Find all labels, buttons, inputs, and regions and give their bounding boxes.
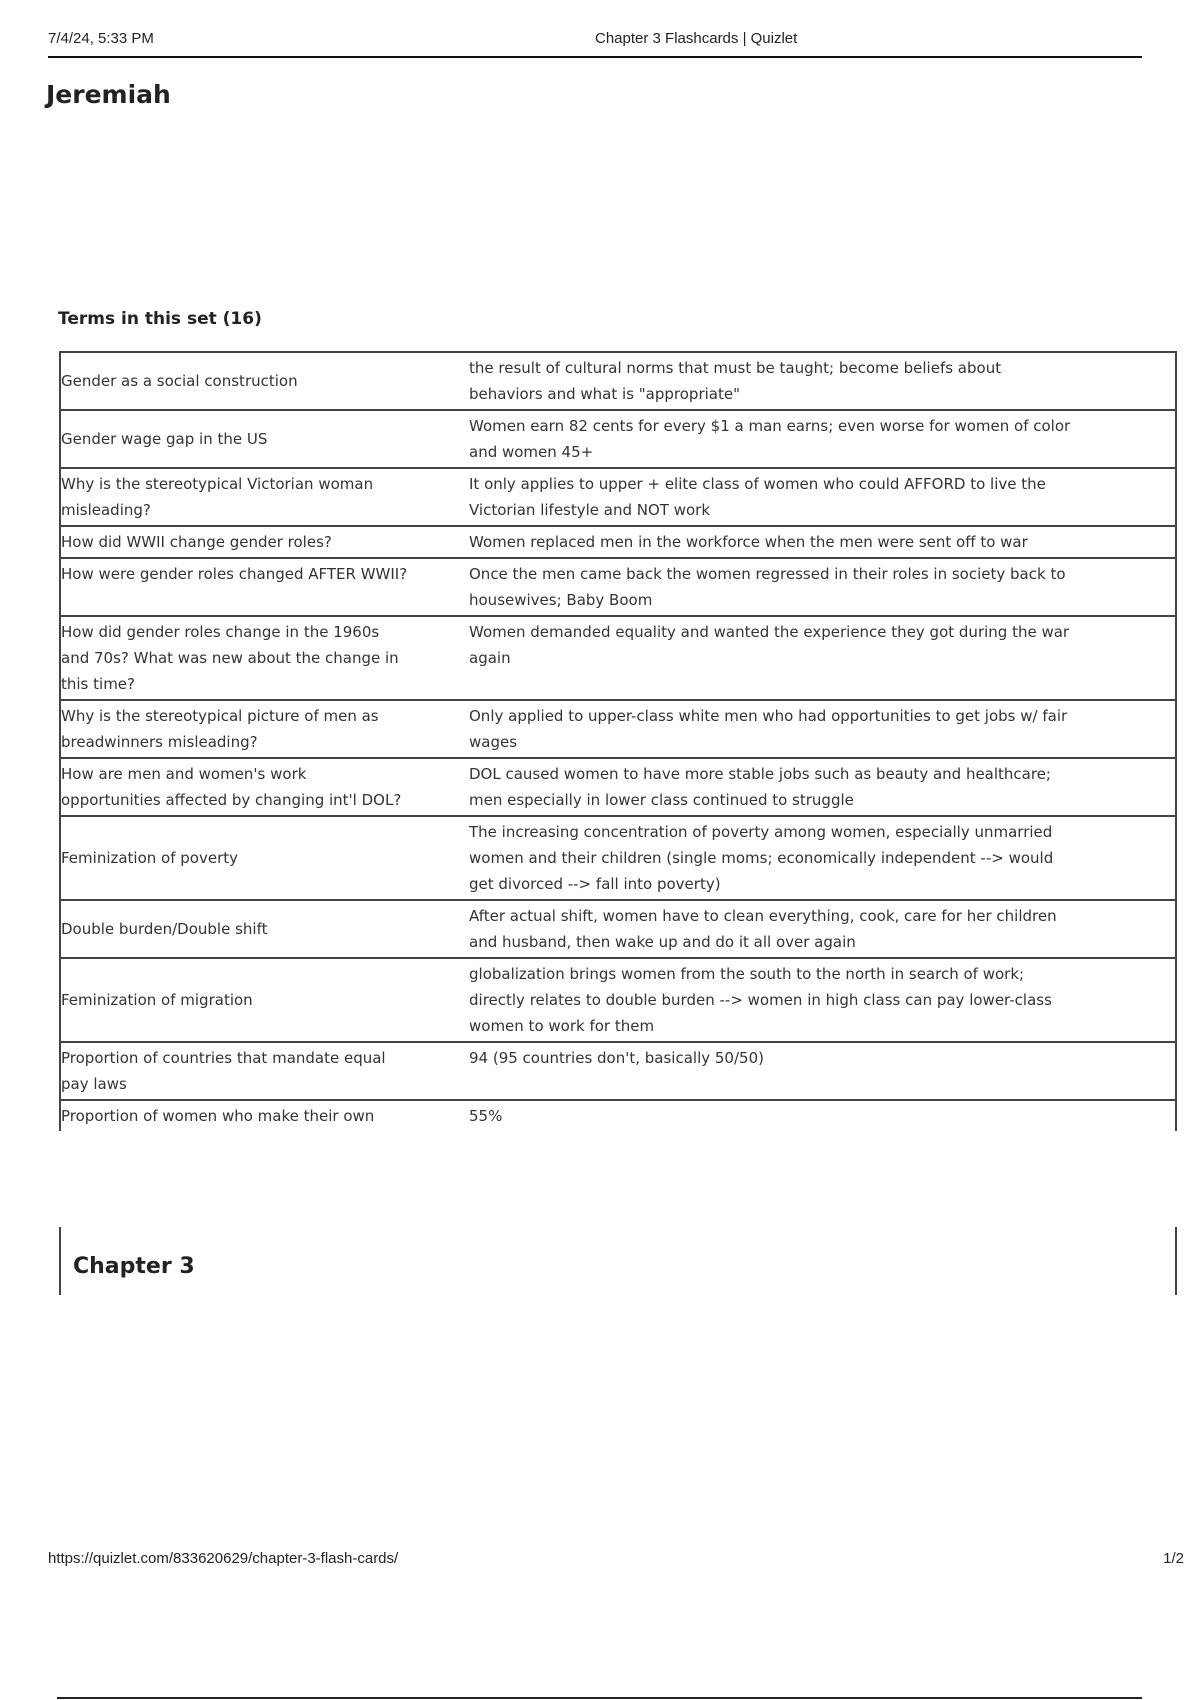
term-row	[60, 1100, 1176, 1131]
definition-cell: the result of cultural norms that must be taught; become beliefs about behaviors and what is "appropriate"	[439, 352, 1176, 410]
term-cell: Gender wage gap in the US	[60, 410, 439, 468]
term-cell: Why is the stereotypical picture of men as breadwinners misleading?	[60, 700, 439, 758]
set-owner-name[interactable]: Jeremiah	[46, 80, 171, 109]
term-cell: Why is the stereotypical Victorian woman misleading?	[60, 468, 439, 526]
term-cell: How are men and women's work opportunities affected by changing int'l DOL?	[60, 758, 439, 816]
term-row	[60, 816, 1176, 900]
term-cell: How did gender roles change in the 1960s and 70s? What was new about the change in this time?	[60, 616, 439, 700]
set-title: Chapter 3	[73, 1254, 195, 1279]
print-page-title: Chapter 3 Flashcards | Quizlet	[595, 30, 798, 47]
term-cell: Proportion of women who make their own	[60, 1100, 439, 1131]
term-row	[60, 558, 1176, 616]
term-cell: Gender as a social construction	[60, 352, 439, 410]
term-row	[60, 468, 1176, 526]
definition-cell: 94 (95 countries don't, basically 50/50)	[439, 1042, 1176, 1100]
term-row	[60, 410, 1176, 468]
print-url: https://quizlet.com/833620629/chapter-3-flash-cards/	[48, 1550, 399, 1567]
definition-cell: 55%	[439, 1100, 1176, 1131]
definition-cell: Once the men came back the women regressed in their roles in society back to housewives; Baby Boom	[439, 558, 1176, 616]
definition-cell: DOL caused women to have more stable jobs such as beauty and healthcare; men especially in lower class continued to struggle	[439, 758, 1176, 816]
terms-heading: Terms in this set (16)	[58, 309, 262, 329]
term-row	[60, 526, 1176, 558]
print-page-number: 1/2	[1163, 1550, 1184, 1567]
term-cell: How did WWII change gender roles?	[60, 526, 439, 558]
term-cell: Feminization of poverty	[60, 816, 439, 900]
definition-cell: globalization brings women from the south to the north in search of work; directly relates to double burden --> women in high class can pay lower-class women to work for them	[439, 958, 1176, 1042]
definition-cell: It only applies to upper + elite class of women who could AFFORD to live the Victorian lifestyle and NOT work	[439, 468, 1176, 526]
definition-cell: The increasing concentration of poverty among women, especially unmarried women and their children (single moms; economically independent --> would get divorced --> fall into poverty)	[439, 816, 1176, 900]
term-cell: How were gender roles changed AFTER WWII?	[60, 558, 439, 616]
print-date: 7/4/24, 5:33 PM	[48, 30, 154, 47]
definition-cell: Women demanded equality and wanted the experience they got during the war again	[439, 616, 1176, 700]
term-row	[60, 700, 1176, 758]
term-row	[60, 900, 1176, 958]
bottom-divider	[57, 1697, 1142, 1699]
term-cell: Double burden/Double shift	[60, 900, 439, 958]
definition-cell: Women earn 82 cents for every $1 a man earns; even worse for women of color and women 45+	[439, 410, 1176, 468]
definition-cell: After actual shift, women have to clean everything, cook, care for her children and husband, then wake up and do it all over again	[439, 900, 1176, 958]
term-row	[60, 616, 1176, 700]
term-cell: Feminization of migration	[60, 958, 439, 1042]
terms-table	[59, 351, 1177, 1131]
term-row	[60, 1042, 1176, 1100]
term-cell: Proportion of countries that mandate equal pay laws	[60, 1042, 439, 1100]
term-row	[60, 352, 1176, 410]
term-row	[60, 758, 1176, 816]
term-row	[60, 958, 1176, 1042]
definition-cell: Women replaced men in the workforce when the men were sent off to war	[439, 526, 1176, 558]
terms-table-continuation	[59, 1227, 1177, 1295]
print-header	[48, 28, 1142, 58]
definition-cell: Only applied to upper-class white men who had opportunities to get jobs w/ fair wages	[439, 700, 1176, 758]
